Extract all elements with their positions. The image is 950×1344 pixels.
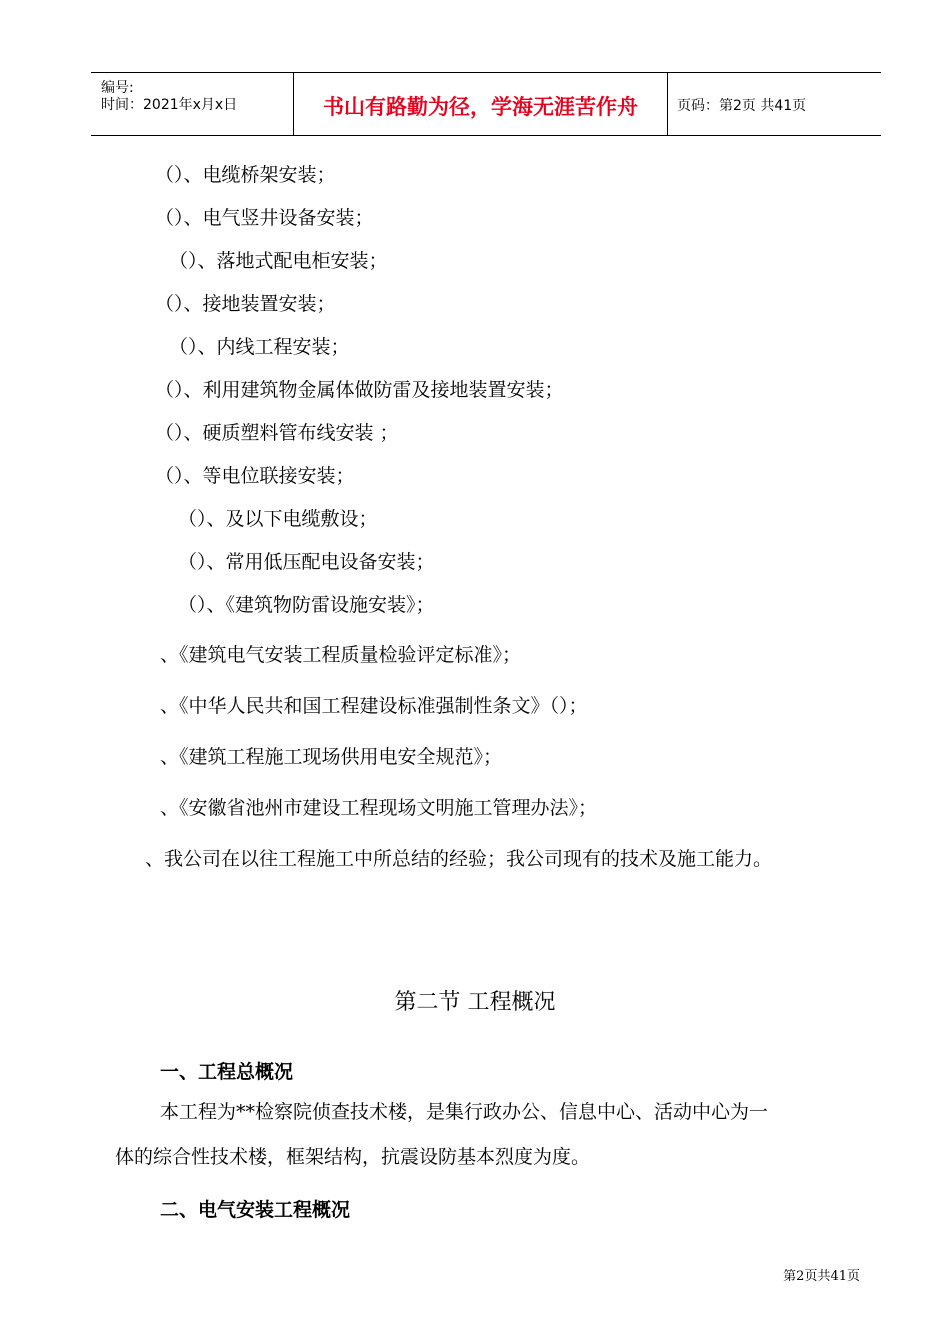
list-item: 、我公司在以往工程施工中所总结的经验；我公司现有的技术及施工能力。 bbox=[145, 848, 773, 870]
header-meta-cell bbox=[91, 73, 293, 135]
list-item: （）、及以下电缆敷设； bbox=[178, 508, 378, 530]
header-page-label: 页码：第2页 共41页 bbox=[677, 98, 807, 114]
page-header bbox=[91, 72, 881, 136]
list-item: 、《安徽省池州市建设工程现场文明施工管理办法》； bbox=[160, 797, 598, 819]
paragraph-line: 本工程为**检察院侦查技术楼，是集行政办公、信息中心、活动中心为一 bbox=[160, 1101, 769, 1123]
number-label: 编号: bbox=[101, 80, 134, 96]
list-item: （）、硬质塑料管布线安装 ； bbox=[155, 422, 399, 444]
list-item: 、《建筑电气安装工程质量检验评定标准》； bbox=[160, 644, 522, 666]
list-item: （）、接地装置安装； bbox=[155, 293, 336, 315]
list-item: （）、电气竖井设备安装； bbox=[155, 207, 374, 229]
subheading: 一、工程总概况 bbox=[160, 1061, 294, 1083]
list-item: 、《中华人民共和国工程建设标准强制性条文》（）； bbox=[160, 695, 588, 717]
time-label: 时间：2021年x月x日 bbox=[101, 97, 238, 113]
header-page-cell bbox=[667, 73, 881, 135]
list-item: （）、落地式配电柜安装； bbox=[169, 250, 388, 272]
list-item: （）、内线工程安装； bbox=[169, 336, 350, 358]
list-item: （）、常用低压配电设备安装； bbox=[178, 551, 435, 573]
header-motto: 书山有路勤为径，学海无涯苦作舟 bbox=[323, 95, 638, 119]
page-footer: 第2页共41页 bbox=[783, 1269, 860, 1284]
header-motto-cell bbox=[293, 73, 668, 135]
list-item: （）、电缆桥架安装； bbox=[155, 164, 336, 186]
list-item: （）、《建筑物防雷设施安装》； bbox=[178, 594, 435, 616]
section-title: 第二节 工程概况 bbox=[394, 990, 556, 1015]
list-item: 、《建筑工程施工现场供用电安全规范》； bbox=[160, 746, 503, 768]
paragraph-line: 体的综合性技术楼，框架结构，抗震设防基本烈度为度。 bbox=[115, 1146, 591, 1168]
list-item: （）、利用建筑物金属体做防雷及接地装置安装； bbox=[155, 379, 564, 401]
subheading: 二、电气安装工程概况 bbox=[160, 1199, 351, 1221]
list-item: （）、等电位联接安装； bbox=[155, 465, 355, 487]
